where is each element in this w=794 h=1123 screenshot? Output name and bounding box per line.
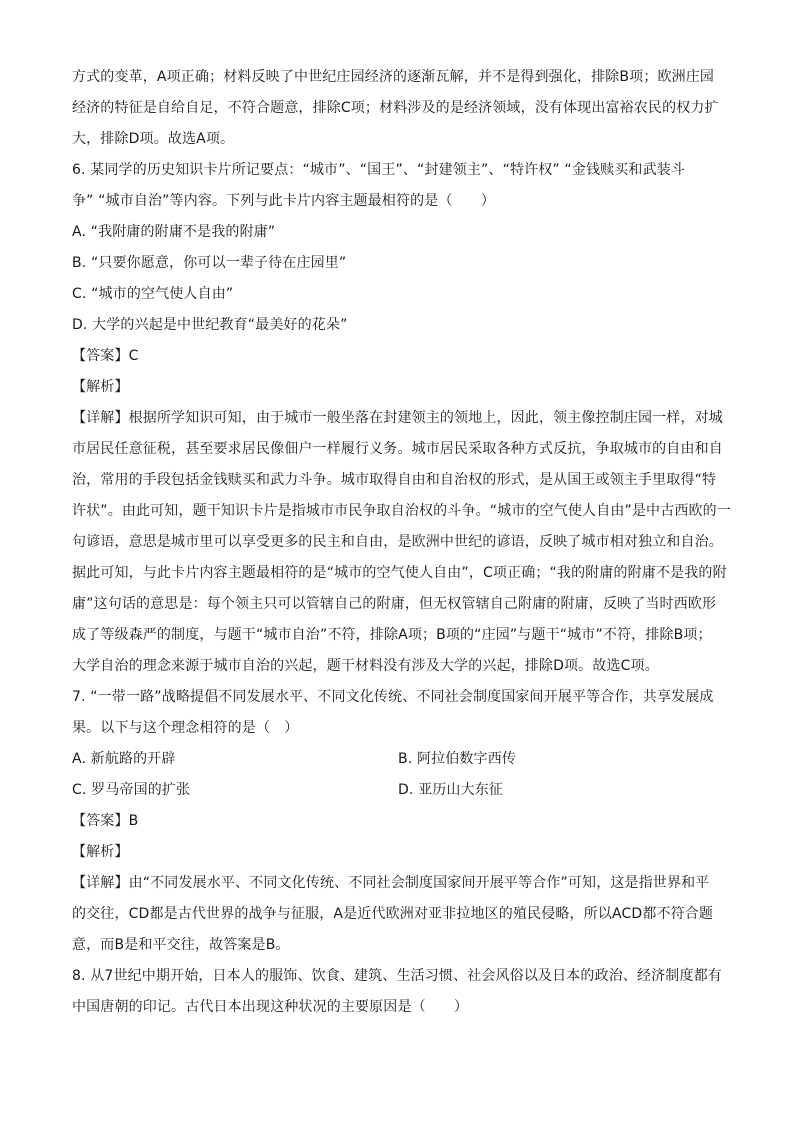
document-page xyxy=(72,62,731,1023)
question-6-explanation: 市居民任意征税，甚至要求居民像佃户一样履行义务。城市居民采取各种方式反抗，争取城市的自由和自 xyxy=(72,441,723,457)
question-7-options-row-1 xyxy=(72,744,726,775)
question-8-stem: 中国唐朝的印记。古代日本出现这种状况的主要原因是（ ） xyxy=(72,999,469,1015)
question-7-stem: 7. “一带一路”战略提倡不同发展水平、不同文化传统、不同社会制度国家间开展平等合作，共享发展成 xyxy=(72,689,714,705)
text-line: 方式的变革，A项正确；材料反映了中世纪庄园经济的逐渐瓦解，并不是得到强化，排除B项；欧洲庄园 xyxy=(72,69,715,85)
question-7-option-c: C. 罗马帝国的扩张 xyxy=(72,782,191,798)
question-6-stem: 6. 某同学的历史知识卡片所记要点：“城市”、“国王”、“封建领主”、“特许权” “金钱赎买和武装斗 xyxy=(72,162,686,178)
question-7-explanation: 意，而B是和平交往，故答案是B。 xyxy=(72,937,290,953)
question-7-option-b: B. 阿拉伯数字西传 xyxy=(398,751,517,767)
text-line: 经济的特征是自给自足，不符合题意，排除C项；材料涉及的是经济领域，没有体现出富裕农民的权力扩 xyxy=(72,100,719,116)
question-7-option-d: D. 亚历山大东征 xyxy=(398,782,504,798)
question-7-analysis-label: 【解析】 xyxy=(72,844,129,860)
question-6-analysis-label: 【解析】 xyxy=(72,379,129,395)
question-6-explanation: 庸”这句话的意思是：每个领主只可以管辖自己的附庸，但无权管辖自己附庸的附庸，反映了当时西欧形 xyxy=(72,596,717,612)
question-6-explanation: 【详解】根据所学知识可知，由于城市一般坐落在封建领主的领地上，因此，领主像控制庄园一样，对城 xyxy=(72,410,723,426)
question-6-option-d: D. 大学的兴起是中世纪教育“最美好的花朵” xyxy=(72,317,348,333)
question-6-explanation: 成了等级森严的制度，与题干“城市自治”不符，排除A项；B项的“庄园”与题干“城市”不符，排除B项； xyxy=(72,627,712,643)
question-7-answer: 【答案】B xyxy=(72,813,139,829)
question-6-explanation: 许状”。由此可知，题干知识卡片是指城市市民争取自治权的斗争。“城市的空气使人自由”是中古西欧的一 xyxy=(72,503,731,519)
question-6-explanation: 据此可知，与此卡片内容主题最相符的是“城市的空气使人自由”，C项正确；“我的附庸的附庸不是我的附 xyxy=(72,565,727,581)
question-6-explanation: 治，常用的手段包括金钱赎买和武力斗争。城市取得自由和自治权的形式，是从国王或领主手里取得“特 xyxy=(72,472,717,488)
question-6-answer: 【答案】C xyxy=(72,348,139,364)
question-7-option-a: A. 新航路的开辟 xyxy=(72,751,176,767)
question-6-option-b: B. “只要你愿意，你可以一辈子待在庄园里” xyxy=(72,255,347,271)
text-line: 大，排除D项。故选A项。 xyxy=(72,131,235,147)
question-7-stem: 果。以下与这个理念相符的是（ ） xyxy=(72,720,299,736)
question-7-explanation: 【详解】由“不同发展水平、不同文化传统、不同社会制度国家间开展平等合作”可知，这是指世界和平 xyxy=(72,875,710,891)
question-8-stem: 8. 从7世纪中期开始，日本人的服饰、饮食、建筑、生活习惯、社会风俗以及日本的政治、经济制度都有 xyxy=(72,968,722,984)
question-6-option-c: C. “城市的空气使人自由” xyxy=(72,286,234,302)
question-6-stem: 争” “城市自治”等内容。下列与此卡片内容主题最相符的是（ ） xyxy=(72,193,496,209)
question-7-options-row-2 xyxy=(72,775,726,806)
question-6-explanation: 大学自治的理念来源于城市自治的兴起，题干材料没有涉及大学的兴起，排除D项。故选C项。 xyxy=(72,658,659,674)
question-6-explanation: 句谚语，意思是城市里可以享受更多的民主和自由，是欧洲中世纪的谚语，反映了城市相对独立和自治。 xyxy=(72,534,723,550)
question-6-option-a: A. “我附庸的附庸不是我的附庸” xyxy=(72,224,276,240)
question-7-explanation: 的交往，CD都是古代世界的战争与征服，A是近代欧洲对亚非拉地区的殖民侵略，所以ACD都不符合题 xyxy=(72,906,714,922)
